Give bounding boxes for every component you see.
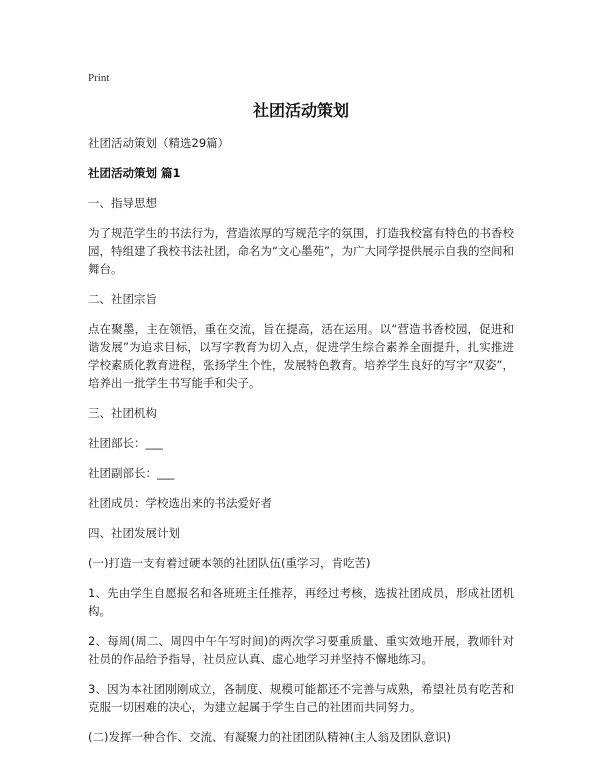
paragraph-club-purpose: 点在聚墨，主在领悟，重在交流，旨在提高，活在运用。以“营造书香校园，促进和谐发展”为追求目标，以写字教育为切入点，促进学生综合素养全面提升，扎实推进学校素质化教育进程，张扬学生个性，发展特色教育。培养学生良好的写字“双姿”，培养出一批学生书写能手和尖子。 — [88, 322, 514, 390]
section-heading-club-purpose: 二、社团宗旨 — [88, 292, 157, 306]
club-minister-line: 社团部长：___ — [88, 436, 163, 450]
chapter-heading: 社团活动策划 篇1 — [88, 166, 181, 180]
plan-step-3: 3、因为本社团刚刚成立，各制度、规模可能都还不完善与成熟，希望社员有吃苦和克服一切困难的决心，为建立起属于学生自己的社团而共同努力。 — [88, 682, 514, 714]
plan-step-2: 2、每周(周二、周四中午午写时间)的两次学习要重质量、重实效地开展，教师针对社员的作品给予指导，社员应认真、虚心地学习并坚持不懈地练习。 — [88, 634, 514, 666]
document-subtitle: 社团活动策划（精选29篇） — [88, 136, 230, 150]
plan-step-1: 1、先由学生自愿报名和各班班主任推荐，再经过考核，选拔社团成员，形成社团机构。 — [88, 586, 514, 618]
club-members-line: 社团成员：学校选出来的书法爱好者 — [88, 496, 272, 510]
section-heading-club-structure: 三、社团机构 — [88, 406, 157, 420]
plan-item-2: (二)发挥一种合作、交流、有凝聚力的社团团队精神(主人翁及团队意识) — [88, 730, 451, 744]
section-heading-guiding-thought: 一、指导思想 — [88, 196, 157, 210]
print-label: Print — [88, 72, 110, 84]
section-heading-development-plan: 四、社团发展计划 — [88, 526, 180, 540]
paragraph-guiding-thought: 为了规范学生的书法行为，营造浓厚的写规范字的氛围，打造我校富有特色的书香校园，特组建了我校书法社团，命名为“文心墨苑”，为广大同学提供展示自我的空间和舞台。 — [88, 226, 514, 276]
page-title: 社团活动策划 — [252, 101, 349, 120]
document-page — [88, 70, 514, 758]
club-vice-minister-line: 社团副部长：___ — [88, 466, 175, 480]
plan-item-1: (一)打造一支有着过硬本领的社团队伍(重学习，肯吃苦) — [88, 556, 371, 570]
